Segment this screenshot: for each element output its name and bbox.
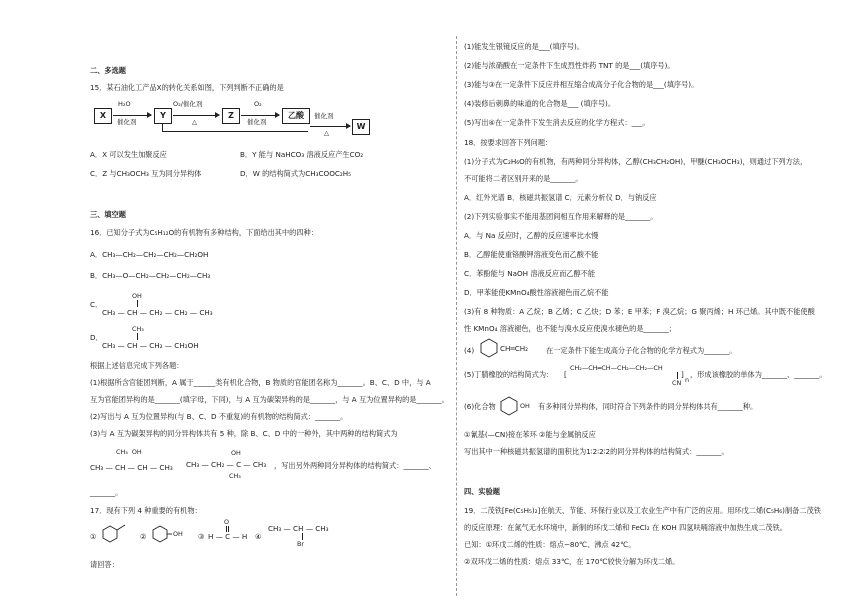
flow-box-w: W — [352, 119, 370, 135]
flow-arrow-1 — [113, 115, 151, 116]
q18-part4-label: (4) — [464, 346, 475, 355]
q17-part3: (3)能与③在一定条件下反应并相互缩合成高分子化合物的是___(填序号)。 — [464, 80, 699, 89]
q17-num-4: ④ — [255, 532, 262, 541]
flow-cond3-bot: 催化剂 — [247, 118, 267, 126]
q16-s1-chain: CH₃ — CH — CH — CH₃ — [90, 463, 173, 472]
q17-phenol-oh: OH — [173, 530, 183, 538]
q16-s2-chain: CH₃ — CH₂ — C — CH₃ — [186, 460, 267, 469]
benzene-ring-icon — [478, 336, 500, 360]
flow-y-branch — [162, 123, 163, 131]
q18-part6-oh: OH — [520, 402, 530, 410]
q19-line4: ②双环戊二烯的性质：熔点 33℃，在 170℃较快分解为环戊二烯。 — [464, 557, 680, 566]
q16-part2: (2)写出与 A 互为位置异构(与 B、C、D 不重复)的有机物的结构简式：_______。 — [90, 412, 348, 421]
q18-part5-cn: CN — [672, 379, 682, 387]
q15-option-a: A．X 可以发生加聚反应 — [90, 150, 167, 159]
q16-part3: (3)与 A 互为碳架异构的同分异构体共有 5 种，除 B、C、D 中的一种外，其中两种的结构简式为 — [90, 429, 398, 438]
q17-stem: 17．现有下列 4 种重要的有机物： — [90, 506, 202, 515]
q18-part6-conditions: ①氰基(—CN)接在苯环 ②能与金属钠反应 — [464, 430, 596, 439]
q18-stem: 18．按要求回答下列问题： — [464, 138, 553, 147]
q17-part2: (2)能与浓硝酸在一定条件下生成烈性炸药 TNT 的是___(填序号)。 — [464, 61, 675, 70]
q15-option-b: B．Y 能与 NaHCO₃ 溶液反应产生CO₂ — [240, 150, 364, 159]
column-divider — [456, 36, 457, 596]
q16-d-label: D． — [90, 333, 103, 342]
q18-part5-polymer-bracket-right: ] — [681, 370, 684, 379]
flow-cond2-bot: △ — [192, 118, 197, 126]
section-multi-choice: 二、多选题 — [90, 66, 126, 75]
q16-structure-a: A．CH₃—CH₂—CH₂—CH₂—CH₂OH — [90, 250, 209, 259]
q16-c-bond — [137, 300, 138, 307]
q17-num-1: ① — [90, 532, 97, 541]
q17-part5: (5)写出④在一定条件下发生消去反应的化学方程式：___。 — [464, 118, 650, 127]
q18-part6-text: 有多种同分异构体，同时符合下列条件的同分异构体共有_______种。 — [538, 402, 758, 411]
q17-num-2: ② — [140, 532, 147, 541]
q18-part2-option-c: C．苯酚能与 NaOH 溶液反应而乙醇不能 — [464, 269, 596, 278]
q16-stem: 16．已知分子式为C₅H₁₂O的有机物有多种结构，下面给出其中的四种： — [90, 228, 318, 237]
q17-formaldehyde-chain: H — C — H — [208, 532, 248, 541]
flow-box-x: X — [94, 108, 112, 124]
flow-arrow-4 — [310, 126, 350, 127]
q16-intro: 根据上述信息完成下列各题： — [90, 361, 184, 370]
flow-arrow-3 — [241, 115, 279, 116]
q16-part3-blank: _______。 — [90, 488, 123, 497]
q19-line2: 的反应原理：在氮气无水环境中，新制的环戊二烯和 FeCl₂ 在 KOH 四氢呋喃溶液中加热生成二茂铁。 — [464, 523, 787, 532]
toluene-icon — [100, 520, 130, 546]
q18-part5-cn-bond — [677, 372, 678, 379]
q15-flow-diagram — [88, 98, 388, 138]
section-experiment: 四、实验题 — [464, 487, 500, 496]
q17-bromopropane-chain: CH₃ — CH — CH₃ — [268, 524, 329, 533]
section-fill-in: 三、填空题 — [90, 210, 126, 219]
q16-d-chain: CH₃ — CH — CH₂ — CH₂OH — [102, 341, 199, 350]
flow-box-y: Y — [154, 108, 172, 124]
q17-formaldehyde-o: O — [224, 518, 230, 526]
q15-option-d: D．W 的结构简式为CH₃COOC₂H₅ — [240, 169, 352, 178]
q18-part5-n: n — [685, 376, 690, 384]
q16-c-label: C． — [90, 300, 103, 309]
q18-part1-line1: (1)分子式为C₂H₆O的有机物，有两种同分异构体，乙醇(CH₃CH₂OH)，甲醚(CH₃OCH₃)，则通过下列方法， — [464, 157, 808, 166]
q18-part6-write: 写出其中一种核磁共振氢谱的面积比为1∶2∶2∶2的同分异构体的结构简式：_______。 — [464, 447, 729, 456]
flow-arrow-2 — [173, 115, 219, 116]
q16-d-bond — [137, 333, 138, 340]
q16-s2-top: OH — [231, 449, 241, 457]
benzene-ring-icon-2 — [498, 394, 520, 418]
q16-c-oh: OH — [132, 292, 142, 300]
q18-part4-text: 在一定条件下能生成高分子化合物的化学方程式为_______。 — [546, 346, 737, 355]
flow-cond4-bot: △ — [324, 129, 329, 137]
flow-box-z: Z — [222, 108, 240, 124]
flow-cond3-top: O₂ — [254, 100, 262, 108]
q17-bromopropane-br: Br — [297, 540, 305, 548]
q16-d-ch3: CH₃ — [132, 325, 144, 333]
q18-part3-line1: (3)有 8 种物质：A 乙烷；B 乙烯；C 乙炔；D 苯；E 甲苯；F 溴乙烷；G 聚丙烯；H 环己烯。其中既不能使酸 — [464, 307, 815, 316]
q17-num-3: ③ — [198, 532, 205, 541]
q17-part1: (1)能发生银镜反应的是___(填序号)。 — [464, 42, 585, 51]
q15-stem: 15．某石油化工产品X的转化关系如图，下列判断不正确的是 — [90, 83, 284, 92]
q16-part1-line1: (1)根据所含官能团判断，A 属于______类有机化合物，B 物质的官能团名称为_______。B、C、D 中，与 A — [90, 378, 431, 387]
q18-part5-polymer-chain: CH₂—CH═CH—CH₂—CH₂—CH — [570, 364, 663, 372]
flow-cond1-top: H₂O — [118, 100, 131, 108]
q18-part1-line2: 不可能将二者区别开来的是_______。 — [464, 174, 583, 183]
q18-part2-option-a: A．与 Na 反应时，乙醇的反应速率比水慢 — [464, 231, 599, 240]
q18-part6-label: (6)化合物 — [464, 402, 496, 411]
q19-line3: 已知：①环戊二烯的性质：熔点−80℃、沸点 42℃。 — [464, 540, 636, 549]
q18-part5-text: ，形成该橡胶的单体为_______、_______。 — [690, 370, 827, 379]
q16-part1-line2: 互为官能团异构的是_______(填字母，下同)，与 A 互为碳架异构的是_______，与 A 互为位置异构的是_______。 — [90, 395, 449, 404]
q18-part2-option-b: B．乙醇能使重铬酸钾溶液变色而乙酸不能 — [464, 250, 599, 259]
q16-structure-b: B．CH₃—O—CH₂—CH₂—CH₂—CH₃ — [90, 271, 211, 280]
flow-cond2-top: O₂/催化剂 — [173, 100, 203, 108]
q16-c-chain: CH₃ — CH — CH₂ — CH₂ — CH₃ — [102, 308, 213, 317]
q16-s1-top: CH₃ OH — [116, 448, 142, 456]
q17-ask: 请回答： — [90, 560, 119, 569]
q16-part3-end: ，写出另外两种同分异构体的结构简式：_______、 — [274, 461, 436, 470]
q16-s2-bottom: CH₃ — [229, 472, 241, 480]
flow-cond4-top: 催化剂 — [314, 112, 334, 120]
q18-part1-options: A．红外光谱 B．核磁共振氢谱 C．元素分析仪 D．与钠反应 — [464, 193, 657, 202]
q18-part2-option-d: D．甲苯能使KMnO₄酸性溶液褪色而乙烷不能 — [464, 288, 609, 297]
q18-part5-polymer-bracket-left: [ — [564, 370, 567, 379]
q18-part4-vinyl: CH═CH₂ — [500, 344, 529, 353]
q18-part2: (2)下列实验事实不能用基团间相互作用来解释的是_______。 — [464, 212, 658, 221]
flow-box-acetic-acid: 乙酸 — [282, 108, 310, 124]
q17-part4: (4)装修后刺鼻的味道的化合物是___ (填序号)。 — [464, 99, 616, 108]
q18-part5-label: (5)丁腈橡胶的结构简式为： — [464, 370, 554, 379]
q15-option-c: C．Z 与CH₃OCH₃ 互为同分异构体 — [90, 169, 202, 178]
q17-bromopropane-bond — [302, 533, 303, 540]
q18-part3-line2: 性 KMnO₄ 溶液褪色，也不能与溴水反应使溴水褪色的是_______； — [464, 324, 676, 333]
flow-cond1-bot: 催化剂 — [117, 118, 137, 126]
flow-y-to-w-line — [162, 131, 308, 132]
q19-line1: 19．二茂铁[Fe(C₅H₅)₂]在航天、节能、环保行业以及工农业生产中有广泛的应用。用环戊二烯(C₅H₆)制备二茂铁 — [464, 506, 821, 515]
